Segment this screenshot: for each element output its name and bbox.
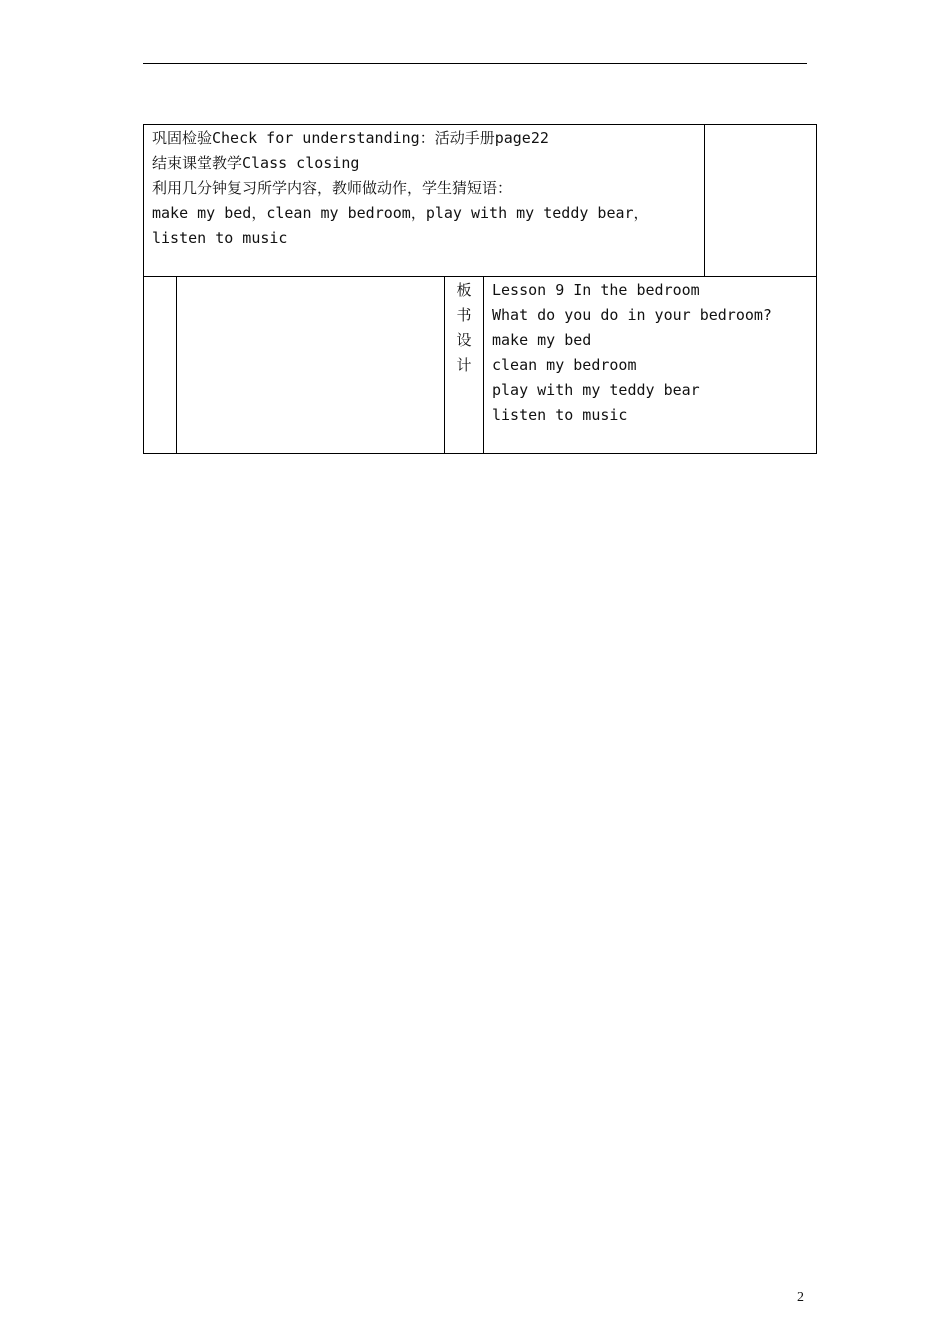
page-number: 2 <box>797 1290 804 1305</box>
board-design-row <box>144 277 817 454</box>
class-closing-line: 结束课堂教学Class closing <box>152 154 360 172</box>
closing-notes-cell <box>705 125 817 277</box>
header-rule <box>143 63 807 64</box>
lesson-plan-table <box>143 124 817 454</box>
check-understanding-line: 巩固检验Check for understanding：活动手册page22 <box>152 129 549 147</box>
board-design-label <box>445 277 484 454</box>
review-instruction-line: 利用几分钟复习所学内容，教师做动作，学生猜短语： <box>152 179 513 197</box>
phrase-line: make my bed <box>492 331 592 349</box>
board-label-char: 设 <box>456 331 472 349</box>
question-line: What do you do in your bedroom? <box>492 306 772 324</box>
empty-left-cell <box>144 277 177 454</box>
board-label-char: 书 <box>456 306 472 324</box>
phrase-line: play with my teddy bear <box>492 381 700 399</box>
empty-middle-cell <box>177 277 445 454</box>
phrases-line: make my bed，clean my bedroom，play with my teddy bear，listen to music <box>152 204 649 247</box>
closing-row <box>144 125 817 277</box>
phrase-line: listen to music <box>492 406 628 424</box>
closing-content-cell <box>144 125 705 277</box>
lesson-title-line: Lesson 9 In the bedroom <box>492 281 700 299</box>
board-label-char: 板 <box>456 281 472 299</box>
phrase-line: clean my bedroom <box>492 356 637 374</box>
board-design-content <box>484 277 817 454</box>
board-label-char: 计 <box>456 356 472 374</box>
